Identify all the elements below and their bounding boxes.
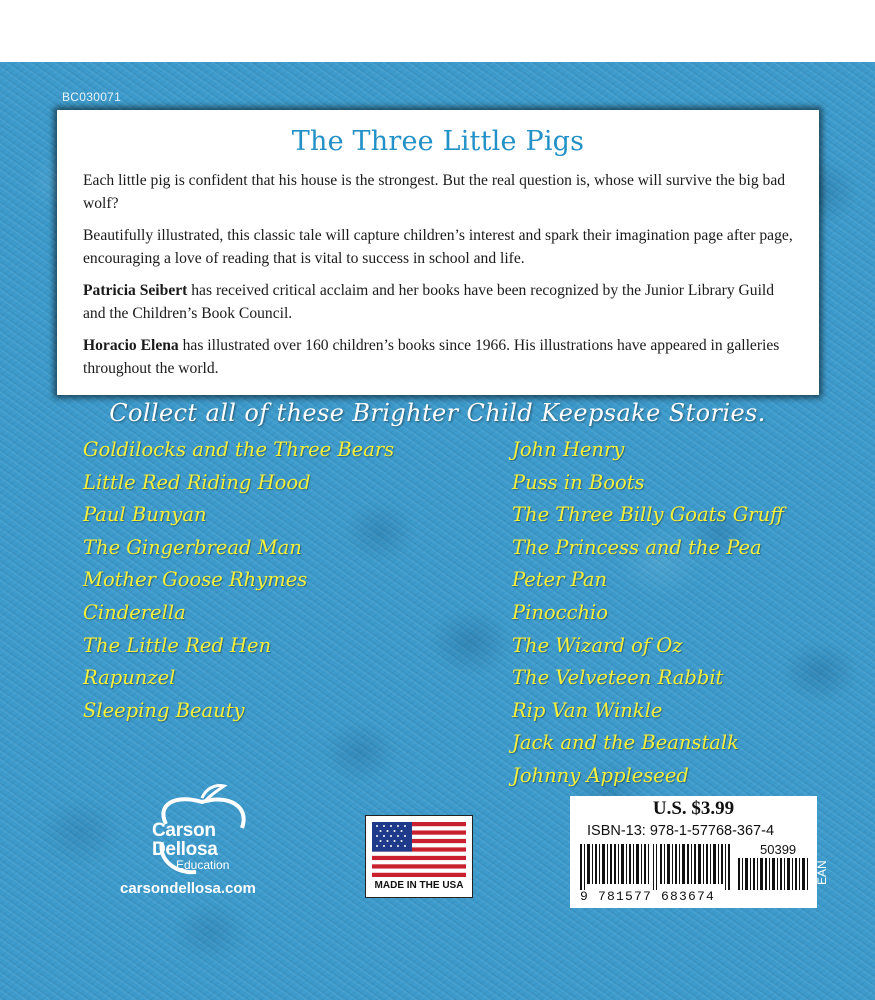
logo-text-carson: Carson bbox=[152, 820, 216, 841]
made-in-usa-label: MADE IN THE USA bbox=[374, 880, 464, 891]
price-barcode-panel bbox=[570, 796, 817, 908]
author-bio-text: has received critical acclaim and her books have been recognized by the Junior Library Guild and the Children’s Book Council. bbox=[83, 282, 775, 322]
logo-text-dellosa: Dellosa bbox=[152, 839, 218, 860]
addon-barcode-icon bbox=[738, 858, 809, 890]
barcode-icon bbox=[580, 844, 733, 890]
us-flag-icon bbox=[372, 822, 466, 877]
ean-label bbox=[815, 845, 829, 885]
product-code: BC030071 bbox=[62, 90, 122, 104]
series-title: John Henry bbox=[512, 438, 625, 461]
illustrator-bio bbox=[83, 334, 793, 380]
series-title: Goldilocks and the Three Bears bbox=[83, 438, 395, 461]
series-title: The Wizard of Oz bbox=[512, 633, 683, 657]
author-bio bbox=[83, 279, 793, 325]
summary-paragraph-1: Each little pig is confident that his house is the strongest. But the real question is, whose will survive the big bad wolf? bbox=[83, 172, 786, 212]
series-title: Rip Van Winkle bbox=[512, 698, 663, 722]
price-code: 50399 bbox=[760, 842, 797, 857]
series-title: The Princess and the Pea bbox=[512, 535, 762, 559]
book-title: The Three Little Pigs bbox=[291, 126, 585, 157]
series-title: Peter Pan bbox=[512, 568, 608, 592]
publisher-website: carsondellosa.com bbox=[120, 880, 256, 897]
series-title: Mother Goose Rhymes bbox=[83, 568, 308, 592]
series-title: The Little Red Hen bbox=[83, 633, 272, 657]
summary-paragraph-2: Beautifully illustrated, this classic tale will capture children’s interest and spark their imagination page after page, encouraging a love of reading that is vital to success in school and life. bbox=[83, 227, 793, 267]
logo-text-education: Education bbox=[176, 858, 230, 872]
made-in-usa-badge bbox=[365, 815, 473, 898]
series-title: The Gingerbread Man bbox=[83, 535, 302, 559]
series-title: Rapunzel bbox=[83, 666, 176, 690]
series-list-left bbox=[83, 434, 394, 727]
series-title: Johnny Appleseed bbox=[512, 763, 689, 787]
series-title: Paul Bunyan bbox=[83, 503, 207, 527]
series-title: Sleeping Beauty bbox=[83, 698, 245, 722]
series-title: Puss in Boots bbox=[512, 470, 645, 494]
series-title: The Velveteen Rabbit bbox=[512, 666, 724, 690]
author-name: Patricia Seibert bbox=[83, 282, 188, 299]
collection-heading: Collect all of these Brighter Child Keepsake Stories. bbox=[109, 399, 766, 427]
barcode-digits: 9 781577 683674 bbox=[580, 889, 716, 904]
price-label: U.S. $3.99 bbox=[652, 798, 735, 819]
description-panel bbox=[57, 110, 819, 395]
isbn-label: ISBN-13: 978-1-57768-367-4 bbox=[587, 823, 775, 839]
series-title: The Three Billy Goats Gruff bbox=[512, 503, 784, 527]
series-title: Pinocchio bbox=[512, 600, 609, 624]
series-title: Little Red Riding Hood bbox=[83, 470, 311, 494]
series-list-right bbox=[512, 434, 784, 793]
illustrator-name: Horacio Elena bbox=[83, 337, 179, 354]
ean-text: EAN bbox=[815, 860, 829, 885]
illustrator-bio-text: has illustrated over 160 children’s books since 1966. His illustrations have appeared in galleries throughout the world. bbox=[83, 337, 780, 377]
series-title: Jack and the Beanstalk bbox=[512, 731, 739, 755]
series-title: Cinderella bbox=[83, 600, 186, 624]
